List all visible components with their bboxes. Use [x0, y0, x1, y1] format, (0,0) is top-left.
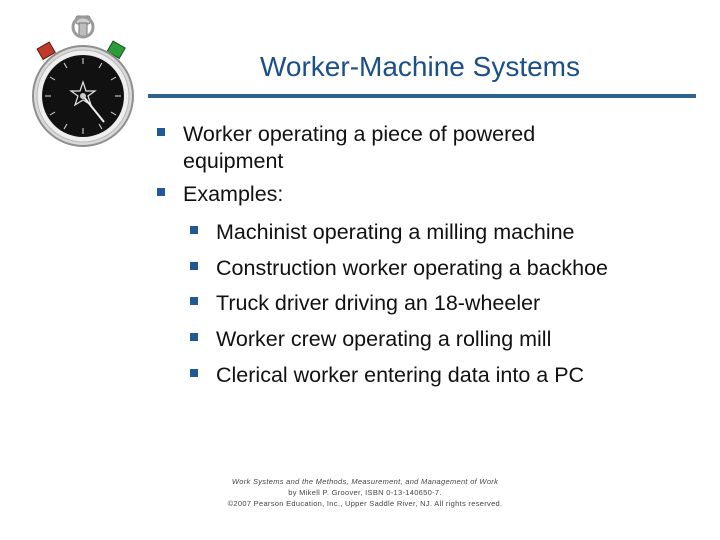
bullet-marker [190, 262, 198, 270]
stopwatch-icon [26, 14, 138, 152]
bullet-marker [190, 226, 198, 234]
title-underline [148, 94, 696, 98]
slide-title: Worker-Machine Systems [259, 51, 580, 82]
bullet-text: Worker operating a piece of powered [183, 122, 536, 146]
footer-line: Work Systems and the Methods, Measurement, and Management of Work [231, 477, 499, 486]
bullet-text: Construction worker operating a backhoe [216, 256, 608, 280]
bullet-text: Machinist operating a milling machine [216, 220, 575, 244]
footer-line: ©2007 Pearson Education, Inc., Upper Saddle River, NJ. All rights reserved. [227, 499, 503, 508]
bullet-text: Truck driver driving an 18-wheeler [216, 291, 541, 315]
bullet-marker [190, 297, 198, 305]
bullet-text: Examples: [183, 182, 284, 206]
bullet-text: Clerical worker entering data into a PC [216, 363, 585, 387]
bullet-marker [190, 369, 198, 377]
footer-line: by Mikell P. Groover, ISBN 0-13-140650-7. [288, 488, 442, 497]
bullet-marker [190, 333, 198, 341]
bullet-text: Worker crew operating a rolling mill [216, 327, 552, 351]
bullet-marker [157, 128, 165, 136]
bullet-marker [157, 188, 165, 196]
footer-citation [200, 476, 530, 509]
bullet-text: equipment [183, 149, 284, 173]
